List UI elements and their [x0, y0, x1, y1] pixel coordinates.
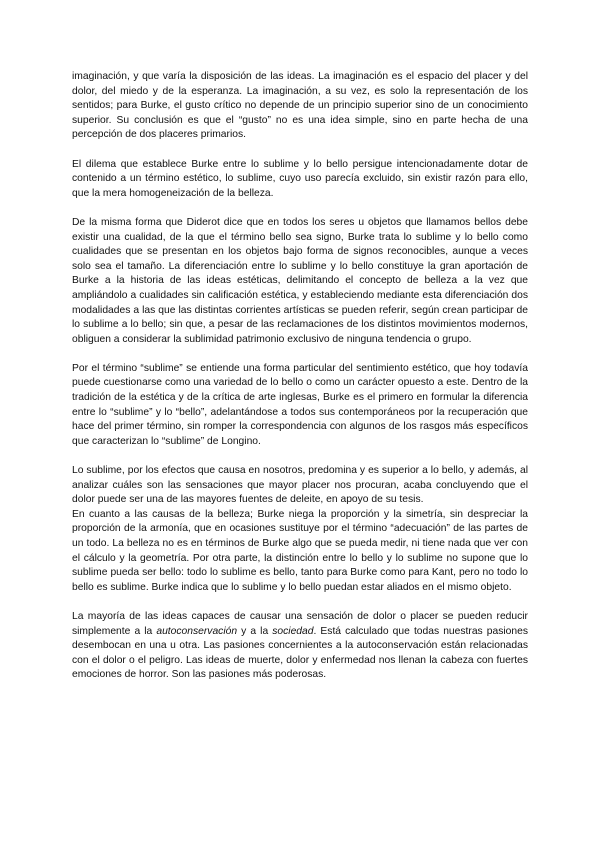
- paragraph-7-text-a: La mayoría de las ideas capaces de causar una sensación de dolor o placer se pueden reducir simplemente a la: [72, 610, 528, 637]
- paragraph-4: [72, 362, 528, 450]
- paragraph-7-emphasis-autoconservacion: autoconservación: [156, 625, 238, 637]
- paragraph-1: [72, 70, 528, 143]
- paragraph-5-text: Lo sublime, por los efectos que causa en nosotros, predomina y es superior a lo bello, y además, al analizar cuáles son las sensaciones que mayor placer nos procuran, acaba concluyendo que el dolor puede ser una de las mayores fuentes de deleite, en apoyo de su tesis.: [72, 465, 528, 506]
- paragraph-3-text: De la misma forma que Diderot dice que en todos los seres u objetos que llamamos bellos debe existir una cualidad, de la que el término bello sea signo, Burke trata lo sublime y lo bello como cualidades que se presentan en los objetos bajo forma de signos reconocibles, aunque a veces solo sea el tamaño. La diferenciación entre lo sublime y lo bello constituye la gran aportación de Burke a la historia de las ideas estéticas, delimitando el concepto de belleza a la vez que ampliándolo a cualidades sin calificación estética, y estableciendo mediante esta diferenciación dos modalidades a las que las distintas corrientes artísticas se pueden referir, según crean participar de lo sublime a lo bello; sin que, a pesar de las reclamaciones de los distintos movimientos modernos, obliguen a considerar la sublimidad patrimonio exclusivo de ninguna tendencia o grupo.: [72, 216, 528, 345]
- paragraph-3: [72, 216, 528, 347]
- paragraph-7-emphasis-sociedad: sociedad: [272, 625, 314, 637]
- paragraph-4-text: Por el término “sublime” se entiende una forma particular del sentimiento estético, que hoy todavía puede cuestionarse como una variedad de lo bello o como un carácter opuesto a este. Dentro de la tradición de la estética y de la crítica de arte inglesas, Burke es el primero en formular la diferencia entre lo “sublime” y lo “bello”, adelantándose a todos sus contemporáneos por la recuperación que hace del primer término, sin romper la correspondencia con algunos de los rasgos más específicos que caracterizan lo “sublime” de Longino.: [72, 362, 528, 447]
- paragraph-6: [72, 508, 528, 596]
- paragraph-2-text: El dilema que establece Burke entre lo sublime y lo bello persigue intencionadamente dotar de contenido a un término estético, lo sublime, cuyo uso parecía excluido, sin existir razón para ello, que la mera homogeneización de la belleza.: [72, 158, 528, 199]
- paragraph-1-text: imaginación, y que varía la disposición de las ideas. La imaginación es el espacio del placer y del dolor, del miedo y de la esperanza. La imaginación, a su vez, es solo la representación de los sentidos; para Burke, el gusto crítico no depende de un principio superior sino de un conocimiento superior. Su conclusión es que el “gusto” no es una idea simple, sino en parte hecha de una percepción de dos placeres primarios.: [72, 71, 528, 141]
- paragraph-7: [72, 610, 528, 683]
- paragraph-7-text-b: y a la: [237, 625, 273, 637]
- paragraph-6-text: En cuanto a las causas de la belleza; Burke niega la proporción y la simetría, sin despreciar la proporción de la armonía, que en ocasiones sustituye por el término “adecuación” de las partes de un todo. La belleza no es en términos de Burke algo que se pueda medir, ni tiene nada que ver con el cálculo y la geometría. Por otra parte, la distinción entre lo bello y lo sublime no supone que lo sublime pueda ser bello: todo lo sublime es bello, tanto para Burke como para Kant, pero no todo lo bello es sublime. Burke indica que lo sublime y lo bello puedan estar aliados en el mismo objeto.: [72, 508, 528, 593]
- document-body: [72, 70, 528, 698]
- paragraph-2: [72, 158, 528, 202]
- paragraph-5: [72, 464, 528, 508]
- paragraph-7-text-c: . Está calculado que todas nuestras pasiones desembocan en una u otra. Las pasiones concernientes a la autoconservación están relacionadas con el dolor o el peligro. Las ideas de muerte, dolor y enfermedad nos llenan la cabeza con fuertes emociones de horror. Son las pasiones más poderosas.: [72, 625, 528, 681]
